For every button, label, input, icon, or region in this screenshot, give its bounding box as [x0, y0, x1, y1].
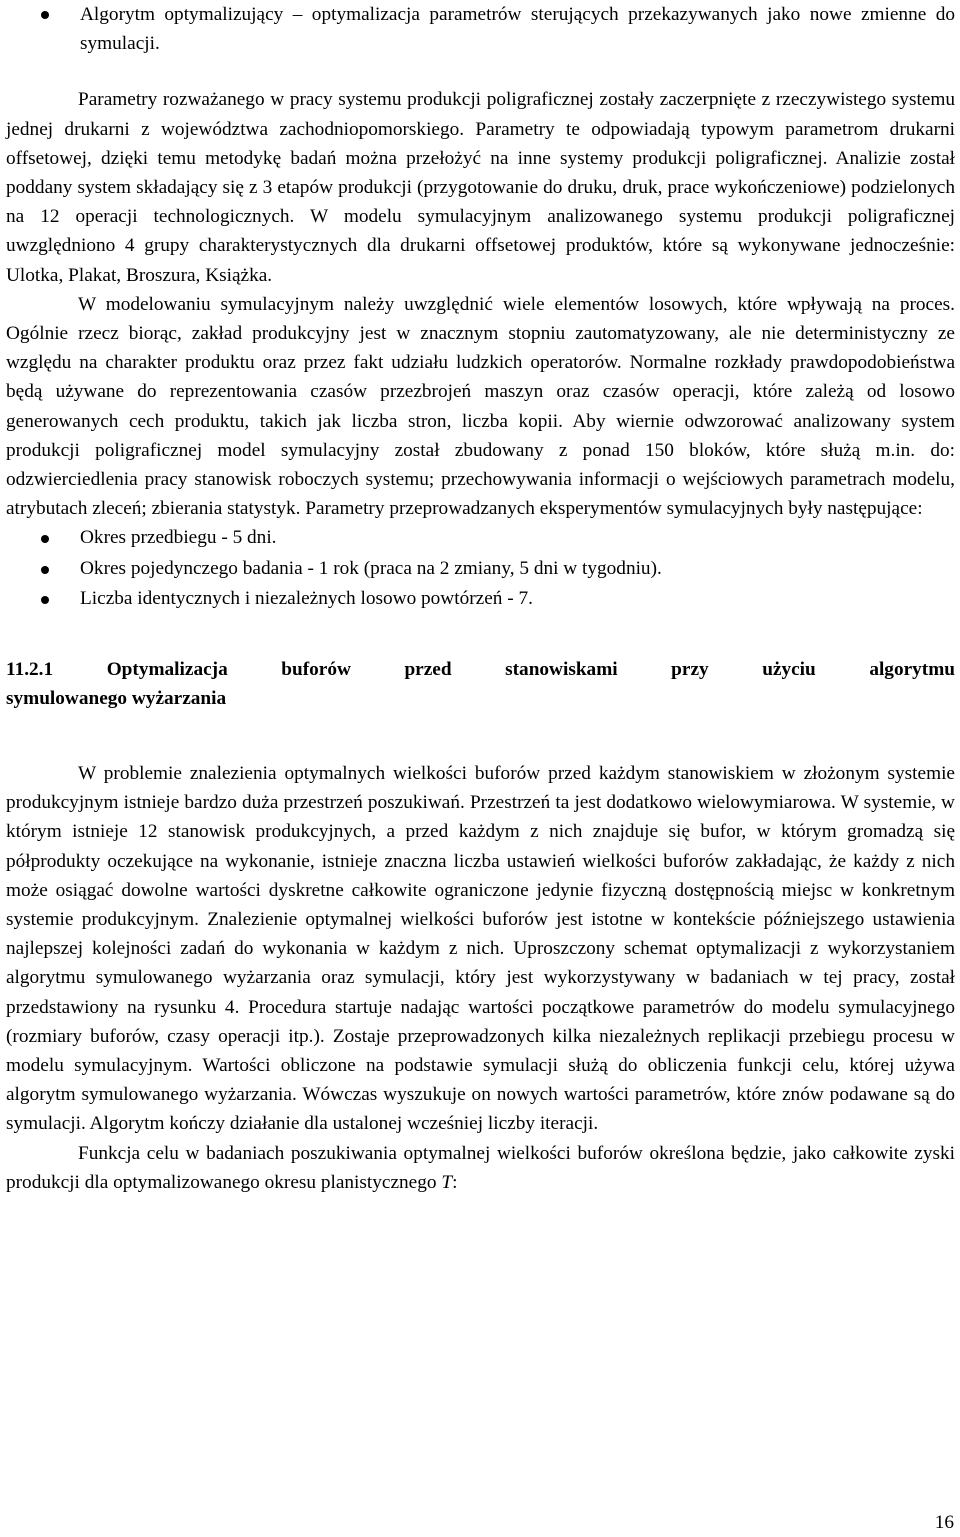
heading-word: użyciu: [762, 658, 816, 680]
bullet-item-optimizer: [6, 0, 955, 58]
bullet-text: Algorytm optymalizujący – optymalizacja parametrów sterujących przekazywanych jako nowe zmienne do symulacji.: [80, 4, 955, 55]
bullet-dot-icon: [41, 566, 49, 574]
heading-word: stanowiskami: [505, 658, 618, 680]
bullet-dot-icon: [41, 11, 49, 19]
list-item: Okres pojedynczego badania - 1 rok (praca na 2 zmiany, 5 dni w tygodniu).: [6, 554, 955, 585]
section-heading-line2: symulowanego wyżarzania: [6, 687, 227, 709]
list-item: Okres przedbiegu - 5 dni.: [6, 523, 955, 554]
paragraph-buffer-optimization: W problemie znalezienia optymalnych wielkości buforów przed każdym stanowiskiem w złożonym systemie produkcyjnym istnieje bardzo duża przestrzeń poszukiwań. Przestrzeń ta jest dodatkowo wielowymiarowa. W systemie, w którym istnieje 12 stanowisk produkcyjnych, a przed każdym z nich znajduje się bufor, w którym gromadzą się półprodukty oczekujące na wykonanie, istnieje znaczna liczba ustawień wielkości buforów zakładając, że każdy z nich może osiągać dowolne wartości dyskretne całkowite ograniczone jedynie fizyczną dostępnością miejsc w konkretnym systemie produkcyjnym. Znalezienie optymalnej wielkości buforów jest istotne w kontekście późniejszego ustawienia najlepszej kolejności zadań do wykonania w każdym z nich. Uproszczony schemat optymalizacji z wykorzystaniem algorytmu symulowanego wyżarzania oraz symulacji, który jest wykorzystywany w badaniach w tej pracy, został przedstawiony na rysunku 4. Procedura startuje nadając wartości początkowe parametrów do modelu symulacyjnego (rozmiary buforów, czasy operacji itp.). Zostaje przeprowadzonych kilka niezależnych replikacji przebiegu procesu w modelu symulacyjnym. Wartości obliczone na podstawie symulacji służą do obliczenia funkcji celu, której używa algorytm symulowanego wyżarzania. Wówczas wyszukuje on nowych wartości parametrów, które znów podawane są do symulacji. Algorytm kończy działanie dla ustalonej wcześniej liczby iteracji.: [6, 762, 955, 1135]
paragraph-objective-function: Funkcja celu w badaniach poszukiwania optymalnej wielkości buforów określona będzie, jako całkowite zyski produkcji dla optymalizowanego okresu planistycznego T:: [6, 1142, 955, 1193]
heading-word: 11.2.1: [6, 658, 54, 680]
planning-period-variable: T: [441, 1171, 453, 1193]
section-heading: [6, 655, 955, 713]
experiment-parameters-list: [6, 523, 955, 615]
heading-word: algorytmu: [869, 658, 955, 680]
paragraph-system-description: Parametry rozważanego w pracy systemu produkcji poligraficznej zostały zaczerpnięte z rzeczywistego systemu jednej drukarni z województwa zachodniopomorskiego. Parametry te odpowiadają typowym parametrom drukarni offsetowej, dzięki temu metodykę badań można przełożyć na inne systemy produkcji poligraficznej. Analizie został poddany system składający się z 3 etapów produkcji (przygotowanie do druku, druk, prace wykończeniowe) podzielonych na 12 operacji technologicznych. W modelu symulacyjnym analizowanego systemu produkcji poligraficznej uwzględniono 4 grupy charakterystycznych dla drukarni offsetowej produktów, które są wykonywane jednocześnie: Ulotka, Plakat, Broszura, Książka.: [6, 89, 955, 286]
bullet-dot-icon: [41, 596, 49, 604]
page-number: 16: [934, 1512, 954, 1533]
list-item: Liczba identycznych i niezależnych losowo powtórzeń - 7.: [6, 584, 955, 615]
paragraph-simulation-modeling: W modelowaniu symulacyjnym należy uwzględnić wiele elementów losowych, które wpływają na proces. Ogólnie rzecz biorąc, zakład produkcyjny jest w znacznym stopniu zautomatyzowany, ale nie deterministyczny ze względu na charakter produktu oraz przez fakt udziału ludzkich operatorów. Normalne rozkłady prawdopodobieństwa będą używane do reprezentowania czasów przezbrojeń maszyn oraz czasów operacji, które zależą od losowo generowanych cech produktu, takich jak liczba stron, liczba kopii. Aby wiernie odwzorować analizowany system produkcji poligraficznej model symulacyjny został zbudowany z ponad 150 bloków, które służą m.in. do: odzwierciedlenia pracy stanowisk roboczych systemu; przechowywania informacji o wejściowych parametrach modelu, atrybutach zleceń; zbierania statystyk. Parametry przeprowadzanych eksperymentów symulacyjnych były następujące:: [6, 293, 955, 520]
heading-word: przed: [404, 658, 452, 680]
heading-word: buforów: [281, 658, 351, 680]
heading-word: przy: [671, 658, 709, 680]
bullet-dot-icon: [41, 535, 49, 543]
section-heading-line1: [6, 655, 955, 684]
document-page: [6, 0, 955, 1197]
heading-word: Optymalizacja: [106, 658, 228, 680]
